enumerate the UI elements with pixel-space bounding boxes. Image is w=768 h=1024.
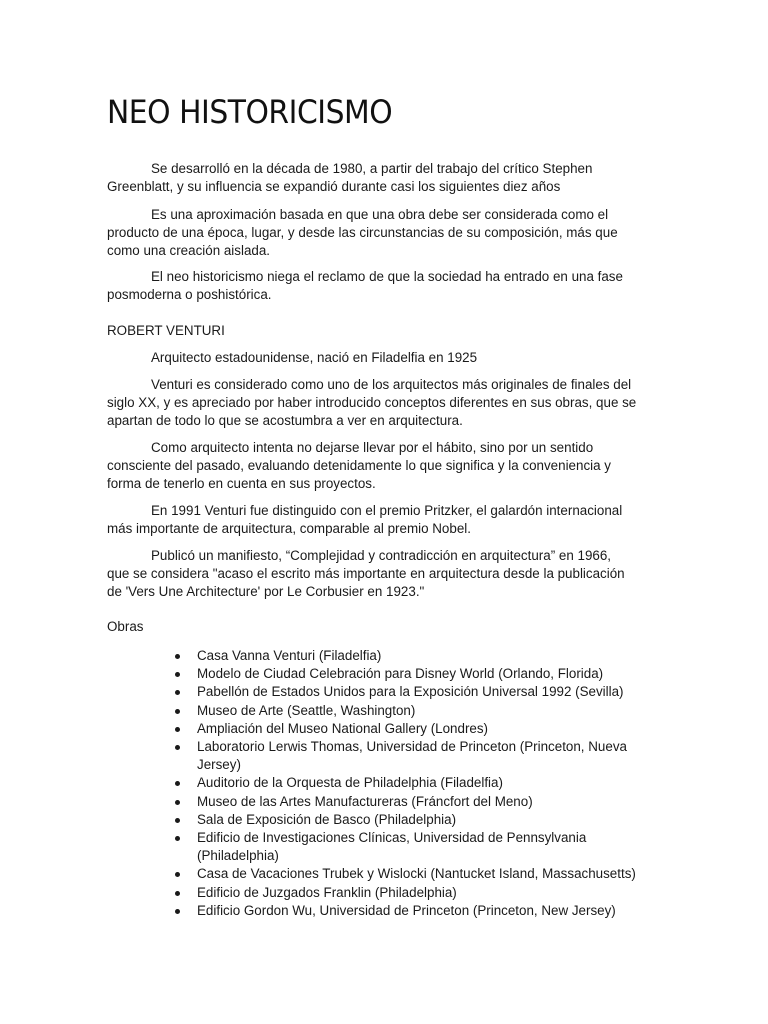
list-item-text: Museo de las Artes Manufactureras (Fráncfort del Meno) xyxy=(197,793,533,809)
list-item-text: Edificio Gordon Wu, Universidad de Princeton (Princeton, New Jersey) xyxy=(197,902,616,918)
intro-paragraph-2: Es una aproximación basada en que una obra debe ser considerada como el producto de una época, lugar, y desde las circunstancias de su composición, más que como una creación aislada. xyxy=(107,207,618,258)
bullet-icon xyxy=(175,709,180,714)
bullet-icon xyxy=(175,781,180,786)
bullet-icon xyxy=(175,872,180,877)
bullet-icon xyxy=(175,745,180,750)
list-item-text: Auditorio de la Orquesta de Philadelphia (Filadelfia) xyxy=(197,775,503,791)
bullet-icon xyxy=(175,836,180,841)
list-item-text: Laboratorio Lerwis Thomas, Universidad de Princeton (Princeton, Nueva Jersey) xyxy=(197,739,627,773)
venturi-paragraph-1: Arquitecto estadounidense, nació en Filadelfia en 1925 xyxy=(151,350,478,365)
venturi-paragraph-4: En 1991 Venturi fue distinguido con el premio Pritzker, el galardón internacional más importante de arquitectura, comparable al premio Nobel. xyxy=(107,503,623,536)
list-item xyxy=(197,902,647,920)
list-item xyxy=(197,793,647,811)
bullet-icon xyxy=(175,690,180,695)
bullet-icon xyxy=(175,727,180,732)
list-item-text: Edificio de Investigaciones Clínicas, Universidad de Pennsylvania (Philadelphia) xyxy=(197,830,587,864)
list-item xyxy=(197,738,647,774)
list-item xyxy=(197,647,647,665)
list-item xyxy=(197,683,647,701)
intro-paragraph-1: Se desarrolló en la década de 1980, a partir del trabajo del crítico Stephen Greenblatt, y su influencia se expandió durante casi los siguientes diez años xyxy=(107,161,593,194)
list-item-text: Casa de Vacaciones Trubek y Wislocki (Nantucket Island, Massachusetts) xyxy=(197,866,636,882)
bullet-icon xyxy=(175,891,180,896)
list-item xyxy=(197,665,647,683)
page-title: NEO HISTORICISMO xyxy=(107,93,393,131)
venturi-paragraph-3: Como arquitecto intenta no dejarse llevar por el hábito, sino por un sentido consciente del pasado, evaluando detenidamente lo que significa y la conveniencia y forma de tenerlo en cuenta en sus proyectos. xyxy=(107,440,611,491)
list-item-text: Edificio de Juzgados Franklin (Philadelphia) xyxy=(197,884,457,900)
bullet-icon xyxy=(175,818,180,823)
works-list xyxy=(197,647,647,920)
list-item-text: Modelo de Ciudad Celebración para Disney World (Orlando, Florida) xyxy=(197,666,604,682)
list-item-text: Pabellón de Estados Unidos para la Exposición Universal 1992 (Sevilla) xyxy=(197,684,624,700)
bullet-icon xyxy=(175,654,180,659)
list-item xyxy=(197,884,647,902)
intro-paragraph-3: El neo historicismo niega el reclamo de que la sociedad ha entrado en una fase posmoderna o poshistórica. xyxy=(107,269,623,302)
section-heading-works: Obras xyxy=(107,619,144,634)
list-item-text: Casa Vanna Venturi (Filadelfia) xyxy=(197,648,382,663)
list-item-text: Ampliación del Museo National Gallery (Londres) xyxy=(197,720,489,736)
list-item xyxy=(197,865,647,883)
bullet-icon xyxy=(175,909,180,914)
bullet-icon xyxy=(175,672,180,677)
section-heading-venturi: ROBERT VENTURI xyxy=(107,323,225,338)
list-item-text: Museo de Arte (Seattle, Washington) xyxy=(197,702,416,718)
list-item xyxy=(197,720,647,738)
list-item xyxy=(197,774,647,792)
list-item xyxy=(197,702,647,720)
list-item xyxy=(197,811,647,829)
venturi-paragraph-2: Venturi es considerado como uno de los arquitectos más originales de finales del siglo XX, y es apreciado por haber introducido conceptos diferentes en sus obras, que se apartan de todo lo que se acostumbra a ver en arquitectura. xyxy=(107,377,637,428)
venturi-paragraph-5: Publicó un manifiesto, “Complejidad y contradicción en arquitectura” en 1966, que se considera "acaso el escrito más importante en arquitectura desde la publicación de 'Vers Une Architecture' por Le Corbusier en 1923." xyxy=(107,548,625,599)
bullet-icon xyxy=(175,800,180,805)
list-item xyxy=(197,829,647,865)
list-item-text: Sala de Exposición de Basco (Philadelphia) xyxy=(197,811,457,827)
